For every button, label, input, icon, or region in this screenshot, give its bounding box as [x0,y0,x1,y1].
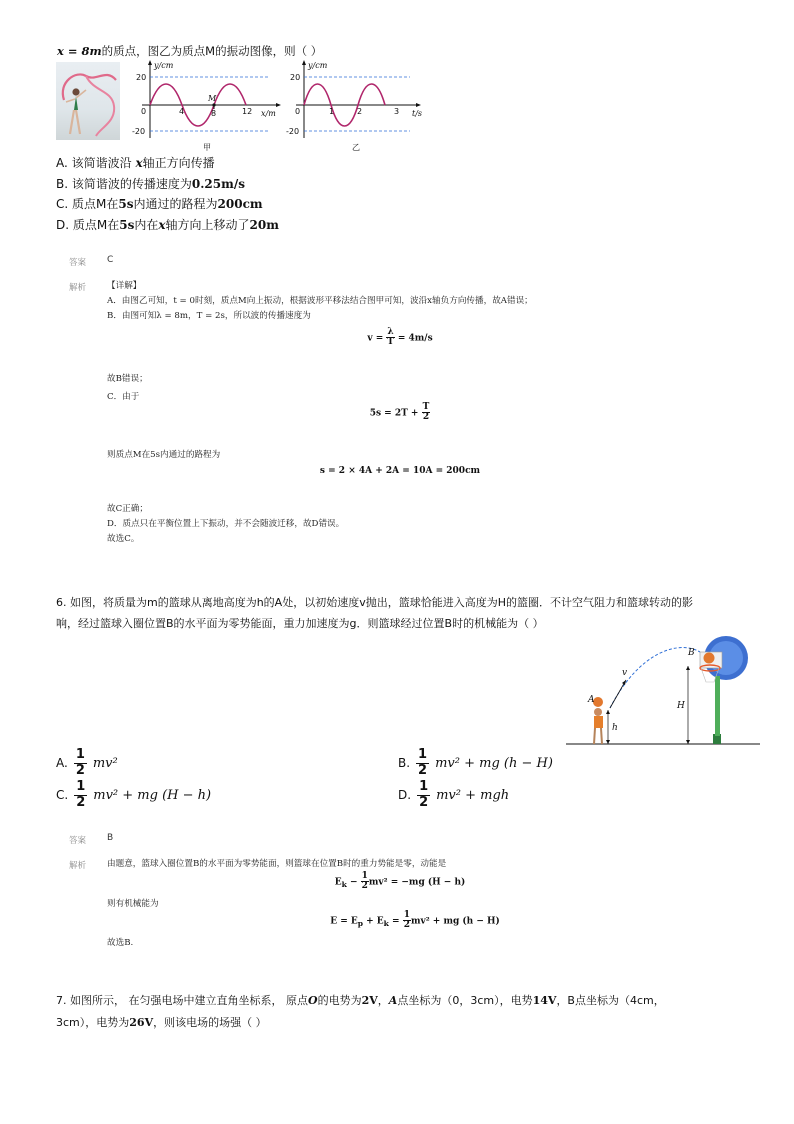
option-label: C. [56,197,69,211]
option-text: 质点M在 [72,217,120,232]
q6-analysis-label: 解析 [69,861,87,871]
q6-option-d[interactable] [398,780,509,811]
analysis-line-a: A．由图乙可知，t = 0时刻，质点M向上振动，根据波形平移法结合图甲可知，波沿x轴负方向传播，故A错误； [107,296,533,306]
yi-y-neg: -20 [286,127,300,136]
fig-label-a: A [588,695,595,705]
eq-num: 1 [403,910,410,920]
q6-option-b[interactable] [398,748,553,779]
jia-point-m: M [208,94,217,103]
q7-math: 26V [129,1016,154,1029]
option-label: D. [56,217,70,232]
option-label: B. [56,176,69,191]
option-math: 20m [249,217,279,232]
basketball-figure [560,630,760,750]
option-math: mv² [92,755,118,771]
fig-label-b: B [688,648,695,658]
option-math: mv² + mgh [436,787,510,803]
eq-den: 2 [403,920,410,931]
q7-text: ，B点坐标为（4cm， [556,994,665,1007]
yi-caption: 乙 [352,143,360,152]
analysis-line-c: C．由于 [107,392,140,402]
jia-tick-4: 4 [179,107,185,116]
eq-den: 2 [361,881,368,892]
option-math: x [135,156,143,170]
graph-jia [128,58,288,154]
q5-analysis-label: 解析 [69,283,87,293]
q7-math: 14V [532,994,557,1007]
eq-den: T [387,337,394,348]
q5-stem-math: x = 8m [57,44,102,58]
q5-answer-label: 答案 [69,258,87,268]
option-num: 1 [418,747,428,762]
option-den: 2 [76,794,86,810]
eq-left: E = E [330,916,358,927]
option-num: 1 [76,779,86,794]
q6-answer-label: 答案 [69,836,87,846]
q6-analysis-line2: 则有机械能为 [107,899,159,909]
eq-den: 2 [422,412,430,423]
analysis-q5-tail [107,502,344,547]
q5-options [56,153,279,235]
yi-tick-3: 3 [394,107,400,116]
eq-mid: − [346,877,361,888]
q7-text: 7. 如图所示， 在匀强电场中建立直角坐标系， 原点 [56,994,308,1007]
q7-stem [56,990,766,1034]
eq-sub: k [341,880,347,890]
fig-label-h: h [612,723,618,733]
eq-right: mv² = −mg (H − h) [368,877,466,888]
option-label: B. [398,756,411,771]
q6-stem-line1: 6. 如图，将质量为m的篮球从离地高度为h的A处，以初始速度v抛出，篮球恰能进入高度为H的篮圈．不计空气阻力和篮球转动的影 [56,596,693,609]
option-math: 5s [118,197,134,211]
option-num: 1 [75,747,85,762]
q7-text: 3cm），电势为 [56,1016,130,1029]
q7-math: O [307,994,318,1007]
q6-option-a[interactable] [56,748,118,779]
yi-tick-2: 2 [357,107,363,116]
q5-option-a[interactable] [56,153,279,174]
fig-label-H: H [677,701,685,711]
q6-option-c[interactable] [56,780,211,811]
option-math: 5s [119,217,135,232]
q7-stem-line1 [56,990,766,1012]
jia-y-pos: 20 [136,73,147,82]
analysis-line-c2: 则质点M在5s内通过的路程为 [107,450,221,460]
eq-left: E [334,877,342,888]
q5-eq-velocity [300,328,500,348]
q5-option-c[interactable] [56,194,279,215]
analysis-line-c3: 故C正确； [107,504,148,514]
analysis-head: 【详解】 [107,281,142,291]
eq-sub: k [383,919,389,929]
eq-sub: p [357,919,363,929]
q5-eq-time [300,403,500,423]
eq-left: 5s = 2T + [369,408,419,419]
q7-text: 点坐标为（0，3cm），电势 [397,994,533,1007]
jia-tick-8: 8 [211,109,217,118]
option-den: 2 [75,762,85,778]
fig-label-v: v [622,668,628,678]
eq-right: mv² + mg (h − H) [410,916,500,927]
yi-origin: 0 [295,107,301,116]
q7-stem-line2 [56,1012,766,1034]
analysis-line-d: D．质点只在平衡位置上下振动，并不会随波迁移，故D错误。 [107,519,345,529]
eq-num: T [422,402,430,412]
q7-text: ， [377,994,389,1007]
jia-tick-12: 12 [242,107,253,116]
q7-math: A [388,994,398,1007]
q5-eq-path: s = 2 × 4A + 2A = 10A = 200cm [319,466,481,476]
q5-option-d[interactable] [56,215,279,236]
yi-y-pos: 20 [290,73,301,82]
q5-analysis [107,279,727,324]
option-label: C. [56,788,69,803]
eq-left: v = [367,333,384,344]
q5-stem-text: 的质点，图乙为质点M的振动图像，则（ ） [101,44,323,58]
graph-yi [282,58,432,154]
jia-y-unit: y/cm [154,61,174,70]
q6-stem-line2: 响，经过篮球入圈位置B的水平面为零势能面，重力加速度为g．则篮球经过位置B时的机械能为（ ） [56,617,544,630]
eq-num: 1 [361,871,368,881]
jia-y-neg: -20 [132,127,146,136]
option-label: A. [56,756,68,771]
jia-caption: 甲 [203,143,211,152]
option-text: 内通过的路程为 [133,197,218,211]
option-text: 内在 [134,217,159,232]
option-label: D. [398,788,412,803]
eq-plus: + E [363,916,384,927]
yi-x-unit: t/s [412,109,423,118]
jia-x-unit: x/m [261,109,276,118]
q7-text: 的电势为 [317,994,362,1007]
q6-analysis-line1: 由题意，篮球入圈位置B的水平面为零势能面，则篮球在位置B时的重力势能是零，动能是 [107,859,447,869]
option-math: 0.25m/s [191,176,245,191]
option-num: 1 [419,779,429,794]
option-math: x [158,217,166,232]
option-text: 该简谐波的传播速度为 [71,176,192,191]
option-label: A. [56,156,68,170]
option-math: mv² + mg (H − h) [93,787,212,803]
q6-eq-mechanical [290,911,540,931]
eq-eq: = [388,916,403,927]
option-text: 该简谐波沿 [71,156,132,170]
analysis-line-b: B．由图可知λ = 8m，T = 2s，所以波的传播速度为 [107,311,311,321]
yi-y-unit: y/cm [308,61,328,70]
eq-num: λ [387,327,394,337]
q5-option-b[interactable] [56,174,279,195]
option-text: 质点M在 [72,197,119,211]
jia-origin: 0 [141,107,147,116]
option-den: 2 [418,762,428,778]
q7-text: ，则该电场的场强（ ） [153,1016,267,1029]
analysis-line-b2: 故B错误； [107,374,148,384]
gymnast-photo [56,62,120,140]
yi-tick-1: 1 [329,107,335,116]
eq-right: = 4m/s [397,333,433,344]
q6-stem [56,592,756,634]
q7-math: 2V [361,994,378,1007]
q6-analysis-conclusion: 故选B. [107,938,134,948]
analysis-conclusion: 故选C。 [107,534,140,544]
option-den: 2 [419,794,429,810]
q5-answer: C [107,255,114,265]
option-text: 轴方向上移动了 [165,217,250,232]
option-math: mv² + mg (h − H) [435,755,553,771]
q6-answer: B [107,833,114,843]
option-text: 轴正方向传播 [142,156,215,170]
q6-eq-kinetic [300,872,500,892]
option-math: 200cm [217,197,263,211]
